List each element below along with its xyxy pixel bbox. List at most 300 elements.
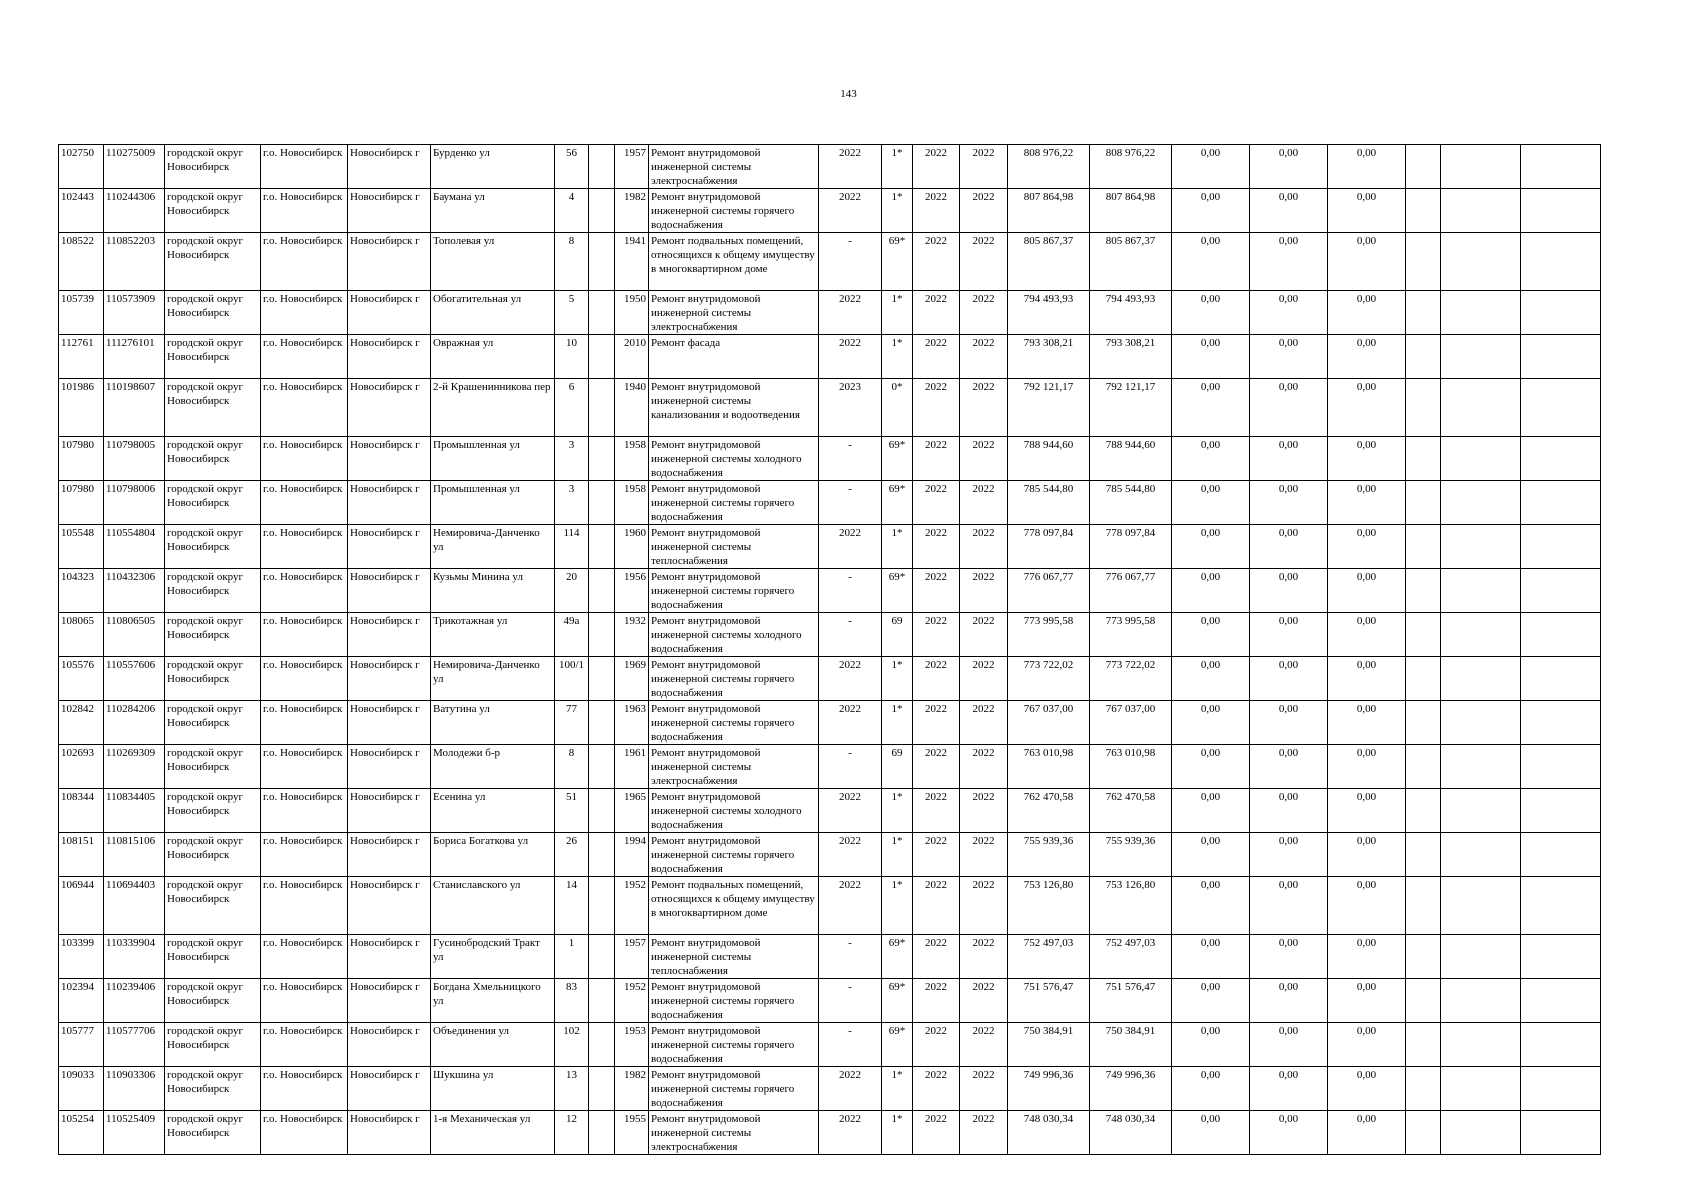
work-code-cell: 110577706	[104, 1023, 165, 1067]
empty-cell	[1441, 145, 1521, 189]
table-row	[59, 657, 1601, 701]
build-year-cell: 1953	[615, 1023, 649, 1067]
value-2-cell: 0,00	[1250, 233, 1328, 291]
fund-cost-cell: 788 944,60	[1090, 437, 1172, 481]
total-cost-cell: 767 037,00	[1008, 701, 1090, 745]
empty-cell	[1406, 789, 1441, 833]
end-year-cell: 2022	[960, 833, 1008, 877]
building-cell	[589, 1023, 615, 1067]
total-cost-cell: 773 995,58	[1008, 613, 1090, 657]
empty-cell	[1521, 1111, 1601, 1155]
value-1-cell: 0,00	[1172, 335, 1250, 379]
start-year-cell: 2022	[913, 145, 960, 189]
category-cell: 1*	[882, 701, 913, 745]
value-3-cell: 0,00	[1328, 1023, 1406, 1067]
settlement-cell: г.о. Новосибирск	[261, 1111, 348, 1155]
total-cost-cell: 763 010,98	[1008, 745, 1090, 789]
empty-cell	[1521, 613, 1601, 657]
value-3-cell: 0,00	[1328, 701, 1406, 745]
house-number-cell: 12	[555, 1111, 589, 1155]
work-type-cell: Ремонт фасада	[649, 335, 819, 379]
house-number-cell: 56	[555, 145, 589, 189]
build-year-cell: 1963	[615, 701, 649, 745]
empty-cell	[1521, 657, 1601, 701]
district-cell: городской округ Новосибирск	[165, 935, 261, 979]
empty-cell	[1406, 525, 1441, 569]
empty-cell	[1521, 379, 1601, 437]
empty-cell	[1406, 233, 1441, 291]
fund-cost-cell: 792 121,17	[1090, 379, 1172, 437]
fund-cost-cell: 773 995,58	[1090, 613, 1172, 657]
plan-year-cell: 2022	[819, 291, 882, 335]
table-row	[59, 233, 1601, 291]
street-cell: Объединения ул	[431, 1023, 555, 1067]
street-cell: Трикотажная ул	[431, 613, 555, 657]
value-2-cell: 0,00	[1250, 745, 1328, 789]
value-3-cell: 0,00	[1328, 1067, 1406, 1111]
work-code-cell: 110525409	[104, 1111, 165, 1155]
street-cell: Бурденко ул	[431, 145, 555, 189]
work-type-cell: Ремонт внутридомовой инженерной системы канализования и водоотведения	[649, 379, 819, 437]
value-3-cell: 0,00	[1328, 145, 1406, 189]
plan-year-cell: -	[819, 1023, 882, 1067]
fund-cost-cell: 776 067,77	[1090, 569, 1172, 613]
value-2-cell: 0,00	[1250, 613, 1328, 657]
start-year-cell: 2022	[913, 291, 960, 335]
district-cell: городской округ Новосибирск	[165, 877, 261, 935]
building-cell	[589, 1111, 615, 1155]
table-row	[59, 789, 1601, 833]
category-cell: 69*	[882, 481, 913, 525]
house-number-cell: 51	[555, 789, 589, 833]
house-number-cell: 83	[555, 979, 589, 1023]
plan-year-cell: 2022	[819, 525, 882, 569]
settlement-cell: г.о. Новосибирск	[261, 437, 348, 481]
city-cell: Новосибирск г	[348, 657, 431, 701]
value-1-cell: 0,00	[1172, 613, 1250, 657]
building-cell	[589, 979, 615, 1023]
record-id-cell: 102394	[59, 979, 104, 1023]
end-year-cell: 2022	[960, 789, 1008, 833]
settlement-cell: г.о. Новосибирск	[261, 145, 348, 189]
plan-year-cell: 2022	[819, 833, 882, 877]
value-1-cell: 0,00	[1172, 291, 1250, 335]
work-code-cell: 110806505	[104, 613, 165, 657]
plan-year-cell: -	[819, 569, 882, 613]
category-cell: 69*	[882, 437, 913, 481]
table-row	[59, 291, 1601, 335]
record-id-cell: 108065	[59, 613, 104, 657]
start-year-cell: 2022	[913, 745, 960, 789]
build-year-cell: 1952	[615, 979, 649, 1023]
work-code-cell: 110852203	[104, 233, 165, 291]
value-1-cell: 0,00	[1172, 657, 1250, 701]
settlement-cell: г.о. Новосибирск	[261, 657, 348, 701]
end-year-cell: 2022	[960, 437, 1008, 481]
empty-cell	[1406, 1023, 1441, 1067]
work-code-cell: 110275009	[104, 145, 165, 189]
city-cell: Новосибирск г	[348, 877, 431, 935]
category-cell: 1*	[882, 877, 913, 935]
district-cell: городской округ Новосибирск	[165, 379, 261, 437]
empty-cell	[1521, 877, 1601, 935]
start-year-cell: 2022	[913, 481, 960, 525]
record-id-cell: 107980	[59, 437, 104, 481]
house-number-cell: 77	[555, 701, 589, 745]
record-id-cell: 108522	[59, 233, 104, 291]
end-year-cell: 2022	[960, 1111, 1008, 1155]
registry-rows	[59, 145, 1601, 1155]
empty-cell	[1406, 613, 1441, 657]
build-year-cell: 1940	[615, 379, 649, 437]
work-code-cell: 110269309	[104, 745, 165, 789]
total-cost-cell: 794 493,93	[1008, 291, 1090, 335]
settlement-cell: г.о. Новосибирск	[261, 701, 348, 745]
work-type-cell: Ремонт внутридомовой инженерной системы электроснабжения	[649, 291, 819, 335]
record-id-cell: 106944	[59, 877, 104, 935]
district-cell: городской округ Новосибирск	[165, 525, 261, 569]
street-cell: 2-й Крашенинникова пер	[431, 379, 555, 437]
plan-year-cell: 2022	[819, 145, 882, 189]
street-cell: Немировича-Данченко ул	[431, 525, 555, 569]
value-3-cell: 0,00	[1328, 979, 1406, 1023]
record-id-cell: 103399	[59, 935, 104, 979]
table-row	[59, 379, 1601, 437]
work-code-cell: 110557606	[104, 657, 165, 701]
building-cell	[589, 569, 615, 613]
settlement-cell: г.о. Новосибирск	[261, 1023, 348, 1067]
value-1-cell: 0,00	[1172, 701, 1250, 745]
table-row	[59, 613, 1601, 657]
fund-cost-cell: 749 996,36	[1090, 1067, 1172, 1111]
value-1-cell: 0,00	[1172, 233, 1250, 291]
building-cell	[589, 745, 615, 789]
district-cell: городской округ Новосибирск	[165, 1067, 261, 1111]
value-2-cell: 0,00	[1250, 569, 1328, 613]
value-3-cell: 0,00	[1328, 877, 1406, 935]
house-number-cell: 1	[555, 935, 589, 979]
end-year-cell: 2022	[960, 745, 1008, 789]
fund-cost-cell: 778 097,84	[1090, 525, 1172, 569]
street-cell: Ватутина ул	[431, 701, 555, 745]
work-type-cell: Ремонт внутридомовой инженерной системы горячего водоснабжения	[649, 481, 819, 525]
district-cell: городской округ Новосибирск	[165, 291, 261, 335]
total-cost-cell: 751 576,47	[1008, 979, 1090, 1023]
street-cell: Немировича-Данченко ул	[431, 657, 555, 701]
plan-year-cell: 2022	[819, 1067, 882, 1111]
start-year-cell: 2022	[913, 379, 960, 437]
building-cell	[589, 833, 615, 877]
category-cell: 69*	[882, 233, 913, 291]
category-cell: 1*	[882, 789, 913, 833]
empty-cell	[1406, 145, 1441, 189]
empty-cell	[1521, 233, 1601, 291]
work-code-cell: 110834405	[104, 789, 165, 833]
fund-cost-cell: 808 976,22	[1090, 145, 1172, 189]
empty-cell	[1521, 1023, 1601, 1067]
category-cell: 1*	[882, 145, 913, 189]
empty-cell	[1521, 745, 1601, 789]
plan-year-cell: -	[819, 745, 882, 789]
empty-cell	[1406, 379, 1441, 437]
empty-cell	[1441, 979, 1521, 1023]
work-code-cell: 110432306	[104, 569, 165, 613]
empty-cell	[1406, 877, 1441, 935]
end-year-cell: 2022	[960, 335, 1008, 379]
category-cell: 69*	[882, 935, 913, 979]
building-cell	[589, 481, 615, 525]
start-year-cell: 2022	[913, 335, 960, 379]
plan-year-cell: -	[819, 233, 882, 291]
empty-cell	[1441, 189, 1521, 233]
total-cost-cell: 805 867,37	[1008, 233, 1090, 291]
fund-cost-cell: 805 867,37	[1090, 233, 1172, 291]
value-2-cell: 0,00	[1250, 145, 1328, 189]
empty-cell	[1406, 569, 1441, 613]
start-year-cell: 2022	[913, 833, 960, 877]
end-year-cell: 2022	[960, 481, 1008, 525]
building-cell	[589, 233, 615, 291]
end-year-cell: 2022	[960, 613, 1008, 657]
empty-cell	[1521, 1067, 1601, 1111]
value-2-cell: 0,00	[1250, 1023, 1328, 1067]
record-id-cell: 105777	[59, 1023, 104, 1067]
fund-cost-cell: 767 037,00	[1090, 701, 1172, 745]
start-year-cell: 2022	[913, 1067, 960, 1111]
city-cell: Новосибирск г	[348, 481, 431, 525]
build-year-cell: 1960	[615, 525, 649, 569]
district-cell: городской округ Новосибирск	[165, 1111, 261, 1155]
city-cell: Новосибирск г	[348, 1067, 431, 1111]
empty-cell	[1441, 935, 1521, 979]
empty-cell	[1521, 833, 1601, 877]
empty-cell	[1441, 833, 1521, 877]
value-1-cell: 0,00	[1172, 1023, 1250, 1067]
empty-cell	[1406, 481, 1441, 525]
house-number-cell: 10	[555, 335, 589, 379]
settlement-cell: г.о. Новосибирск	[261, 189, 348, 233]
table-row	[59, 745, 1601, 789]
category-cell: 69	[882, 613, 913, 657]
work-code-cell: 110239406	[104, 979, 165, 1023]
end-year-cell: 2022	[960, 935, 1008, 979]
value-3-cell: 0,00	[1328, 233, 1406, 291]
record-id-cell: 102693	[59, 745, 104, 789]
empty-cell	[1406, 1111, 1441, 1155]
empty-cell	[1441, 1023, 1521, 1067]
building-cell	[589, 657, 615, 701]
work-code-cell: 110573909	[104, 291, 165, 335]
street-cell: Обогатительная ул	[431, 291, 555, 335]
settlement-cell: г.о. Новосибирск	[261, 379, 348, 437]
empty-cell	[1521, 569, 1601, 613]
work-code-cell: 110339904	[104, 935, 165, 979]
value-1-cell: 0,00	[1172, 525, 1250, 569]
value-3-cell: 0,00	[1328, 525, 1406, 569]
fund-cost-cell: 793 308,21	[1090, 335, 1172, 379]
house-number-cell: 5	[555, 291, 589, 335]
build-year-cell: 2010	[615, 335, 649, 379]
record-id-cell: 102443	[59, 189, 104, 233]
value-3-cell: 0,00	[1328, 1111, 1406, 1155]
total-cost-cell: 752 497,03	[1008, 935, 1090, 979]
work-type-cell: Ремонт внутридомовой инженерной системы теплоснабжения	[649, 935, 819, 979]
settlement-cell: г.о. Новосибирск	[261, 613, 348, 657]
empty-cell	[1521, 335, 1601, 379]
value-1-cell: 0,00	[1172, 569, 1250, 613]
fund-cost-cell: 753 126,80	[1090, 877, 1172, 935]
city-cell: Новосибирск г	[348, 145, 431, 189]
empty-cell	[1406, 1067, 1441, 1111]
city-cell: Новосибирск г	[348, 569, 431, 613]
empty-cell	[1521, 145, 1601, 189]
value-1-cell: 0,00	[1172, 1067, 1250, 1111]
category-cell: 1*	[882, 833, 913, 877]
empty-cell	[1406, 335, 1441, 379]
total-cost-cell: 778 097,84	[1008, 525, 1090, 569]
work-code-cell: 110798005	[104, 437, 165, 481]
empty-cell	[1521, 935, 1601, 979]
empty-cell	[1441, 379, 1521, 437]
building-cell	[589, 525, 615, 569]
value-1-cell: 0,00	[1172, 437, 1250, 481]
fund-cost-cell: 755 939,36	[1090, 833, 1172, 877]
building-cell	[589, 1067, 615, 1111]
settlement-cell: г.о. Новосибирск	[261, 935, 348, 979]
building-cell	[589, 145, 615, 189]
empty-cell	[1406, 745, 1441, 789]
end-year-cell: 2022	[960, 145, 1008, 189]
start-year-cell: 2022	[913, 979, 960, 1023]
district-cell: городской округ Новосибирск	[165, 437, 261, 481]
empty-cell	[1521, 789, 1601, 833]
value-2-cell: 0,00	[1250, 291, 1328, 335]
value-3-cell: 0,00	[1328, 291, 1406, 335]
settlement-cell: г.о. Новосибирск	[261, 877, 348, 935]
work-type-cell: Ремонт внутридомовой инженерной системы холодного водоснабжения	[649, 789, 819, 833]
build-year-cell: 1952	[615, 877, 649, 935]
plan-year-cell: 2022	[819, 1111, 882, 1155]
fund-cost-cell: 751 576,47	[1090, 979, 1172, 1023]
end-year-cell: 2022	[960, 291, 1008, 335]
settlement-cell: г.о. Новосибирск	[261, 1067, 348, 1111]
district-cell: городской округ Новосибирск	[165, 189, 261, 233]
house-number-cell: 26	[555, 833, 589, 877]
empty-cell	[1441, 1067, 1521, 1111]
district-cell: городской округ Новосибирск	[165, 335, 261, 379]
house-number-cell: 6	[555, 379, 589, 437]
table-row	[59, 935, 1601, 979]
table-row	[59, 525, 1601, 569]
value-3-cell: 0,00	[1328, 189, 1406, 233]
empty-cell	[1521, 437, 1601, 481]
district-cell: городской округ Новосибирск	[165, 789, 261, 833]
value-1-cell: 0,00	[1172, 979, 1250, 1023]
house-number-cell: 13	[555, 1067, 589, 1111]
build-year-cell: 1956	[615, 569, 649, 613]
table-row	[59, 437, 1601, 481]
value-3-cell: 0,00	[1328, 379, 1406, 437]
value-2-cell: 0,00	[1250, 789, 1328, 833]
plan-year-cell: 2023	[819, 379, 882, 437]
value-2-cell: 0,00	[1250, 335, 1328, 379]
empty-cell	[1441, 481, 1521, 525]
total-cost-cell: 807 864,98	[1008, 189, 1090, 233]
building-cell	[589, 935, 615, 979]
empty-cell	[1406, 979, 1441, 1023]
empty-cell	[1406, 657, 1441, 701]
value-1-cell: 0,00	[1172, 189, 1250, 233]
empty-cell	[1406, 291, 1441, 335]
category-cell: 1*	[882, 657, 913, 701]
fund-cost-cell: 773 722,02	[1090, 657, 1172, 701]
work-code-cell: 110198607	[104, 379, 165, 437]
end-year-cell: 2022	[960, 657, 1008, 701]
empty-cell	[1441, 437, 1521, 481]
empty-cell	[1441, 1111, 1521, 1155]
value-2-cell: 0,00	[1250, 189, 1328, 233]
street-cell: Промышленная ул	[431, 437, 555, 481]
plan-year-cell: 2022	[819, 335, 882, 379]
work-type-cell: Ремонт внутридомовой инженерной системы горячего водоснабжения	[649, 833, 819, 877]
city-cell: Новосибирск г	[348, 833, 431, 877]
total-cost-cell: 750 384,91	[1008, 1023, 1090, 1067]
end-year-cell: 2022	[960, 525, 1008, 569]
table-row	[59, 701, 1601, 745]
street-cell: Станиславского ул	[431, 877, 555, 935]
value-1-cell: 0,00	[1172, 877, 1250, 935]
street-cell: Бориса Богаткова ул	[431, 833, 555, 877]
record-id-cell: 107980	[59, 481, 104, 525]
street-cell: Баумана ул	[431, 189, 555, 233]
empty-cell	[1521, 701, 1601, 745]
empty-cell	[1441, 233, 1521, 291]
house-number-cell: 114	[555, 525, 589, 569]
plan-year-cell: -	[819, 481, 882, 525]
value-2-cell: 0,00	[1250, 935, 1328, 979]
work-type-cell: Ремонт внутридомовой инженерной системы теплоснабжения	[649, 525, 819, 569]
city-cell: Новосибирск г	[348, 789, 431, 833]
end-year-cell: 2022	[960, 701, 1008, 745]
district-cell: городской округ Новосибирск	[165, 145, 261, 189]
table-row	[59, 189, 1601, 233]
empty-cell	[1441, 701, 1521, 745]
empty-cell	[1441, 525, 1521, 569]
house-number-cell: 100/1	[555, 657, 589, 701]
plan-year-cell: 2022	[819, 789, 882, 833]
house-number-cell: 8	[555, 233, 589, 291]
value-2-cell: 0,00	[1250, 657, 1328, 701]
start-year-cell: 2022	[913, 935, 960, 979]
city-cell: Новосибирск г	[348, 233, 431, 291]
district-cell: городской округ Новосибирск	[165, 233, 261, 291]
settlement-cell: г.о. Новосибирск	[261, 745, 348, 789]
category-cell: 1*	[882, 189, 913, 233]
registry-table	[58, 144, 1601, 1155]
house-number-cell: 102	[555, 1023, 589, 1067]
settlement-cell: г.о. Новосибирск	[261, 833, 348, 877]
work-code-cell: 110798006	[104, 481, 165, 525]
value-2-cell: 0,00	[1250, 701, 1328, 745]
end-year-cell: 2022	[960, 189, 1008, 233]
building-cell	[589, 291, 615, 335]
value-1-cell: 0,00	[1172, 935, 1250, 979]
fund-cost-cell: 762 470,58	[1090, 789, 1172, 833]
street-cell: Шукшина ул	[431, 1067, 555, 1111]
table-row	[59, 979, 1601, 1023]
table-row	[59, 481, 1601, 525]
street-cell: Гусинобродский Тракт ул	[431, 935, 555, 979]
